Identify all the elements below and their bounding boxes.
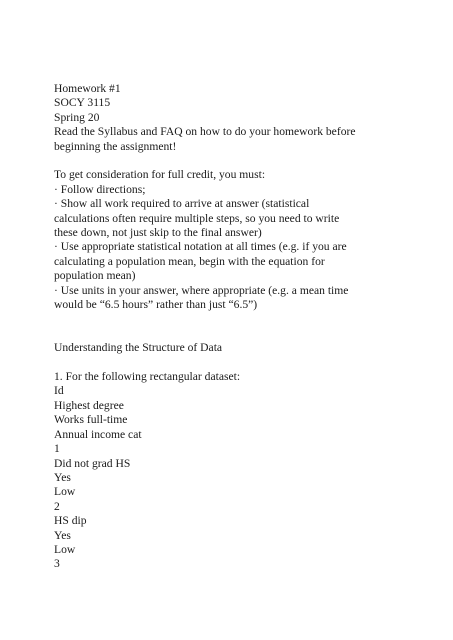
dataset-line: 3	[54, 557, 60, 571]
dataset-line: Did not grad HS	[54, 456, 131, 470]
requirement-line: calculating a population mean, begin with the equation for	[54, 254, 325, 268]
document-page	[54, 82, 404, 572]
homework-title: Homework #1	[54, 82, 121, 95]
dataset-line: HS dip	[54, 514, 87, 528]
requirement-line: these down, not just skip to the final answer)	[54, 226, 262, 240]
question-1: 1. For the following rectangular dataset:	[54, 370, 241, 384]
requirements-intro: To get consideration for full credit, you must:	[54, 168, 266, 182]
requirement-line: would be “6.5 hours” rather than just “6.5”)	[54, 298, 258, 312]
course-code: SOCY 3115	[54, 96, 111, 110]
dataset-line: Annual income cat	[54, 427, 142, 441]
dataset-line: Id	[54, 384, 64, 398]
requirement-line: calculations often require multiple steps, so you need to write	[54, 211, 340, 225]
dataset-line: 1	[54, 442, 60, 456]
requirement-line: · Follow directions;	[54, 182, 146, 196]
spacer	[54, 327, 404, 341]
dataset-line: Yes	[54, 528, 71, 542]
dataset-line: Highest degree	[54, 398, 124, 412]
dataset-line: Low	[54, 542, 76, 556]
term: Spring 20	[54, 110, 100, 124]
dataset-line: 2	[54, 499, 60, 513]
syllabus-notice-line-2: beginning the assignment!	[54, 139, 177, 153]
requirement-line: · Use units in your answer, where appropriate (e.g. a mean time	[54, 283, 349, 297]
requirement-line: population mean)	[54, 269, 136, 283]
spacer	[54, 356, 404, 370]
spacer	[54, 312, 404, 326]
section-heading: Understanding the Structure of Data	[54, 341, 223, 355]
requirement-line: · Show all work required to arrive at answer (statistical	[54, 197, 310, 211]
syllabus-notice-line-1: Read the Syllabus and FAQ on how to do your homework before	[54, 125, 356, 139]
dataset-line: Works full-time	[54, 413, 128, 427]
spacer	[54, 154, 404, 168]
dataset-line: Yes	[54, 470, 71, 484]
dataset-line: Low	[54, 485, 76, 499]
requirement-line: · Use appropriate statistical notation at all times (e.g. if you are	[54, 240, 347, 254]
